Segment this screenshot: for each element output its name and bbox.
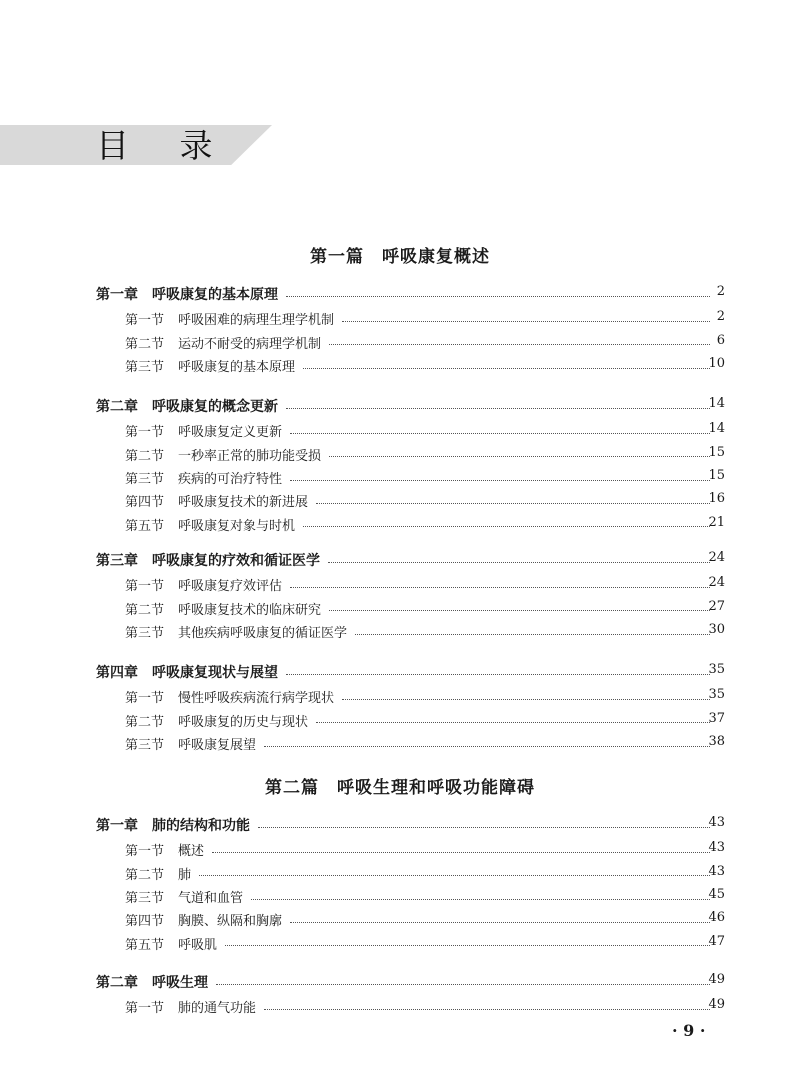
section-label bbox=[125, 333, 321, 352]
leader-dots bbox=[329, 610, 710, 611]
section-title: 呼吸康复定义更新 bbox=[178, 425, 283, 441]
toc-section[interactable] bbox=[0, 687, 800, 709]
leader-dots bbox=[251, 899, 710, 900]
leader-dots bbox=[199, 875, 710, 876]
section-page: 43 bbox=[708, 840, 725, 856]
toc-section[interactable] bbox=[0, 445, 800, 467]
section-label bbox=[125, 864, 191, 883]
chapter-label bbox=[96, 662, 278, 682]
chapter-page: 35 bbox=[708, 662, 725, 677]
section-label bbox=[125, 687, 334, 706]
section-page: 38 bbox=[708, 733, 725, 749]
toc-section[interactable] bbox=[0, 910, 800, 932]
toc-chapter[interactable] bbox=[0, 815, 800, 837]
leader-dots bbox=[303, 526, 710, 527]
section-page: 6 bbox=[716, 332, 725, 348]
section-number: 第四节 bbox=[125, 495, 165, 511]
section-page: 16 bbox=[708, 491, 725, 507]
section-label bbox=[125, 356, 295, 375]
section-number: 第五节 bbox=[125, 937, 165, 953]
section-label bbox=[125, 445, 321, 464]
section-title: 胸膜、纵隔和胸廓 bbox=[178, 914, 283, 930]
part-number: 第一篇 bbox=[310, 247, 364, 267]
toc-section[interactable] bbox=[0, 599, 800, 621]
section-page: 15 bbox=[708, 444, 725, 460]
section-title: 呼吸康复的历史与现状 bbox=[178, 714, 309, 730]
section-page: 14 bbox=[708, 421, 725, 437]
toc-section[interactable] bbox=[0, 934, 800, 956]
leader-dots bbox=[212, 852, 710, 853]
chapter-label bbox=[96, 972, 208, 992]
chapter-title: 呼吸康复的基本原理 bbox=[152, 287, 278, 303]
part-title: 呼吸康复概述 bbox=[382, 247, 490, 267]
section-title: 呼吸康复对象与时机 bbox=[178, 518, 296, 534]
section-page: 30 bbox=[708, 621, 725, 637]
toc-chapter[interactable] bbox=[0, 284, 800, 306]
chapter-label bbox=[96, 284, 278, 304]
leader-dots bbox=[329, 344, 710, 345]
section-title: 一秒率正常的肺功能受损 bbox=[178, 448, 322, 464]
section-number: 第二节 bbox=[125, 448, 165, 464]
section-label bbox=[125, 309, 334, 328]
section-number: 第三节 bbox=[125, 625, 165, 641]
section-page: 46 bbox=[708, 910, 725, 926]
section-title: 呼吸康复展望 bbox=[178, 737, 257, 753]
section-label bbox=[125, 910, 282, 929]
toc-section[interactable] bbox=[0, 575, 800, 597]
chapter-number: 第四章 bbox=[96, 665, 138, 681]
section-number: 第三节 bbox=[125, 737, 165, 753]
section-title: 呼吸肌 bbox=[178, 937, 218, 953]
toc-section[interactable] bbox=[0, 491, 800, 513]
section-page: 37 bbox=[708, 710, 725, 726]
section-page: 2 bbox=[716, 309, 725, 325]
toc-section[interactable] bbox=[0, 840, 800, 862]
section-number: 第一节 bbox=[125, 844, 165, 860]
section-number: 第二节 bbox=[125, 602, 165, 618]
section-page: 35 bbox=[708, 687, 725, 703]
section-label bbox=[125, 575, 282, 594]
part-title: 呼吸生理和呼吸功能障碍 bbox=[337, 778, 535, 798]
chapter-title: 呼吸康复现状与展望 bbox=[152, 665, 278, 681]
section-number: 第二节 bbox=[125, 336, 165, 352]
leader-dots bbox=[303, 368, 710, 369]
section-label bbox=[125, 711, 308, 730]
section-title: 肺的通气功能 bbox=[178, 1001, 257, 1017]
section-page: 45 bbox=[708, 886, 725, 902]
leader-dots bbox=[316, 722, 710, 723]
chapter-label bbox=[96, 396, 278, 416]
toc-chapter[interactable] bbox=[0, 550, 800, 572]
toc-section[interactable] bbox=[0, 309, 800, 331]
section-label bbox=[125, 421, 282, 440]
chapter-page: 2 bbox=[716, 284, 725, 299]
chapter-number: 第一章 bbox=[96, 818, 138, 834]
chapter-page: 49 bbox=[708, 972, 725, 987]
section-label bbox=[125, 515, 295, 534]
section-number: 第一节 bbox=[125, 1001, 165, 1017]
leader-dots bbox=[290, 433, 710, 434]
section-page: 15 bbox=[708, 467, 725, 483]
chapter-page: 14 bbox=[708, 396, 725, 411]
chapter-number: 第二章 bbox=[96, 975, 138, 991]
section-number: 第二节 bbox=[125, 714, 165, 730]
part-heading bbox=[0, 242, 800, 267]
section-title: 呼吸康复技术的临床研究 bbox=[178, 602, 322, 618]
section-label bbox=[125, 599, 321, 618]
chapter-number: 第三章 bbox=[96, 553, 138, 569]
toc-chapter[interactable] bbox=[0, 396, 800, 418]
toc-section[interactable] bbox=[0, 468, 800, 490]
chapter-page: 43 bbox=[708, 815, 725, 830]
section-title: 呼吸康复技术的新进展 bbox=[178, 495, 309, 511]
chapter-page: 24 bbox=[708, 550, 725, 565]
section-page: 21 bbox=[708, 514, 725, 530]
page-number: · 9 · bbox=[672, 1021, 706, 1040]
page-title: 目 录 bbox=[96, 126, 233, 165]
leader-dots bbox=[342, 699, 710, 700]
section-label bbox=[125, 468, 282, 487]
leader-dots bbox=[316, 503, 710, 504]
chapter-label bbox=[96, 815, 250, 835]
section-page: 27 bbox=[708, 598, 725, 614]
section-title: 概述 bbox=[178, 844, 205, 860]
section-label bbox=[125, 491, 308, 510]
toc-section[interactable] bbox=[0, 356, 800, 378]
section-number: 第五节 bbox=[125, 518, 165, 534]
leader-dots bbox=[329, 456, 710, 457]
leader-dots bbox=[355, 634, 710, 635]
section-label bbox=[125, 934, 217, 953]
leader-dots bbox=[286, 674, 710, 675]
toc-chapter[interactable] bbox=[0, 972, 800, 994]
section-label bbox=[125, 997, 256, 1016]
section-title: 疾病的可治疗特性 bbox=[178, 471, 283, 487]
leader-dots bbox=[290, 587, 710, 588]
leader-dots bbox=[216, 984, 710, 985]
toc-section[interactable] bbox=[0, 622, 800, 644]
toc-section[interactable] bbox=[0, 711, 800, 733]
leader-dots bbox=[290, 922, 710, 923]
section-number: 第三节 bbox=[125, 359, 165, 375]
chapter-title: 肺的结构和功能 bbox=[152, 818, 250, 834]
section-number: 第二节 bbox=[125, 867, 165, 883]
section-number: 第一节 bbox=[125, 579, 165, 595]
section-number: 第三节 bbox=[125, 890, 165, 906]
section-page: 47 bbox=[708, 933, 725, 949]
section-title: 呼吸康复疗效评估 bbox=[178, 579, 283, 595]
toc-section[interactable] bbox=[0, 734, 800, 756]
toc-section[interactable] bbox=[0, 333, 800, 355]
section-label bbox=[125, 887, 243, 906]
toc-section[interactable] bbox=[0, 864, 800, 886]
section-page: 49 bbox=[708, 997, 725, 1013]
leader-dots bbox=[328, 562, 710, 563]
section-page: 43 bbox=[708, 863, 725, 879]
toc-section[interactable] bbox=[0, 887, 800, 909]
section-label bbox=[125, 840, 204, 859]
section-number: 第一节 bbox=[125, 313, 165, 329]
section-title: 呼吸康复的基本原理 bbox=[178, 359, 296, 375]
section-label bbox=[125, 734, 256, 753]
part-number: 第二篇 bbox=[265, 778, 319, 798]
toc-section[interactable] bbox=[0, 421, 800, 443]
section-title: 其他疾病呼吸康复的循证医学 bbox=[178, 625, 348, 641]
chapter-title: 呼吸生理 bbox=[152, 975, 208, 991]
section-number: 第四节 bbox=[125, 914, 165, 930]
chapter-number: 第一章 bbox=[96, 287, 138, 303]
section-label bbox=[125, 622, 347, 641]
section-title: 运动不耐受的病理学机制 bbox=[178, 336, 322, 352]
section-number: 第一节 bbox=[125, 425, 165, 441]
toc-chapter[interactable] bbox=[0, 662, 800, 684]
leader-dots bbox=[286, 408, 710, 409]
section-page: 24 bbox=[708, 575, 725, 591]
chapter-title: 呼吸康复的疗效和循证医学 bbox=[152, 553, 320, 569]
leader-dots bbox=[342, 321, 710, 322]
section-title: 呼吸困难的病理生理学机制 bbox=[178, 313, 335, 329]
leader-dots bbox=[264, 1009, 710, 1010]
section-page: 10 bbox=[708, 355, 725, 371]
toc-section[interactable] bbox=[0, 515, 800, 537]
chapter-number: 第二章 bbox=[96, 399, 138, 415]
section-title: 慢性呼吸疾病流行病学现状 bbox=[178, 691, 335, 707]
chapter-title: 呼吸康复的概念更新 bbox=[152, 399, 278, 415]
leader-dots bbox=[290, 480, 710, 481]
section-title: 气道和血管 bbox=[178, 890, 244, 906]
section-number: 第三节 bbox=[125, 471, 165, 487]
leader-dots bbox=[264, 746, 710, 747]
leader-dots bbox=[258, 827, 710, 828]
leader-dots bbox=[286, 296, 710, 297]
part-heading bbox=[0, 773, 800, 798]
section-number: 第一节 bbox=[125, 691, 165, 707]
section-title: 肺 bbox=[178, 867, 192, 883]
toc-section[interactable] bbox=[0, 997, 800, 1019]
chapter-label bbox=[96, 550, 320, 570]
leader-dots bbox=[225, 945, 710, 946]
